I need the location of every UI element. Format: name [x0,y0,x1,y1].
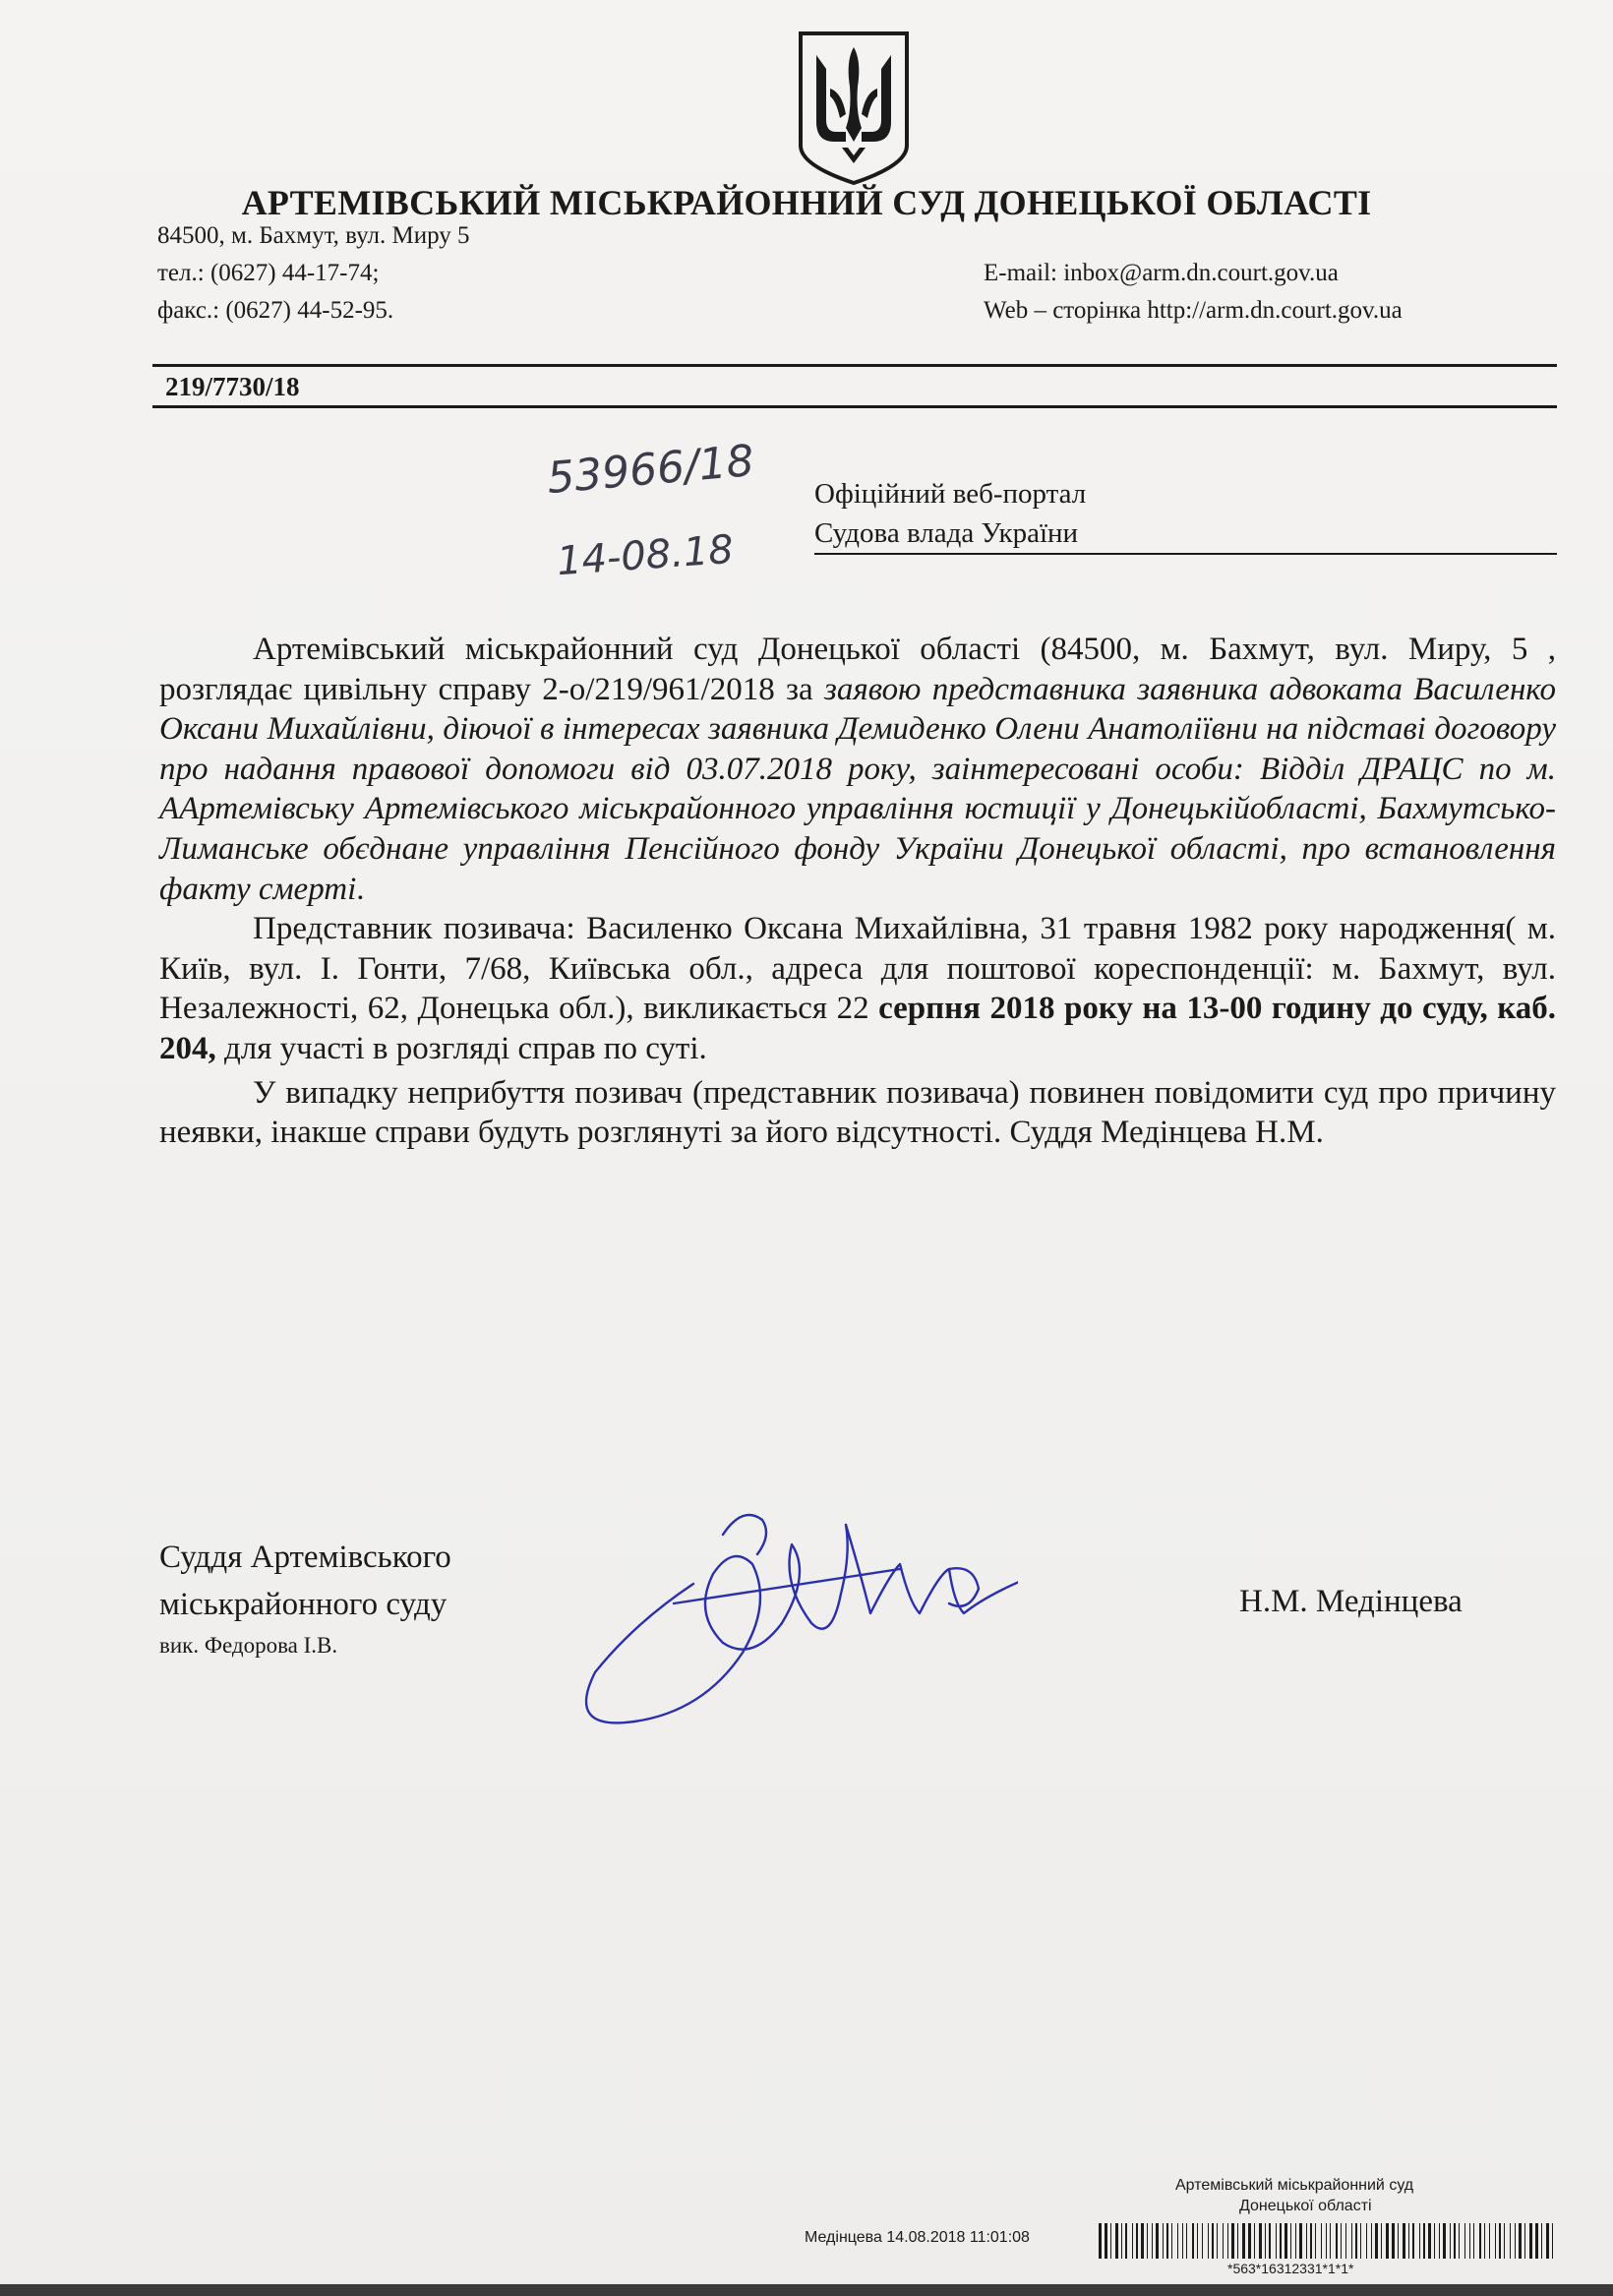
stamp-signed-by: Медінцева 14.08.2018 11:01:08 [805,2229,1030,2246]
scan-bottom-edge [0,2284,1613,2296]
handwritten-registration-number: 53966/18 [545,435,756,505]
document-barcode [1097,2223,1559,2259]
recipient-underline [814,553,1557,555]
court-phone: тел.: (0627) 44-17-74; [157,260,380,286]
case-intro-text: Артемівський міськрайонний суд Донецької області (84500, м. Бахмут, вул. Миру, 5 , розглядає цивільну справу 2-о/219/961/2018 за [159,632,1556,707]
recipient-line-2: Судова влада України [814,517,1079,549]
paragraph-case-description [159,630,1556,909]
case-subject-end: . [356,871,365,907]
paragraph-absence-notice: У випадку неприбуття позивач (представник позивача) повинен повідомити суд про причину неявки, інакше справи будуть розглянуті за його відсутності. Суддя Медінцева Н.М. [159,1074,1556,1151]
trident-emblem-icon [795,30,913,185]
header-rule-top [152,364,1557,367]
court-title: АРТЕМІВСЬКИЙ МІСЬКРАЙОННИЙ СУД ДОНЕЦЬКОЇ ОБЛАСТІ [241,183,1372,222]
barcode-number: *563*16312331*1*1* [1227,2261,1354,2276]
executor-name: вик. Федорова І.В. [159,1633,338,1658]
stamp-court-line-1: Артемівський міськрайонний суд [1175,2177,1414,2194]
hearing-date-text: серпня 2018 року на 13-00 годину до суду, каб. 204, [159,991,1556,1066]
paragraph-summons [159,909,1556,1068]
summons-end-text: для участі в розгляді справ по суті. [215,1030,707,1066]
court-address: 84500, м. Бахмут, вул. Миру 5 [157,222,470,249]
case-number: 219/7730/18 [165,372,300,401]
recipient-line-1: Офіційний веб-портал [814,478,1087,510]
header-rule-bottom [152,405,1557,408]
summons-intro-text: Представник позивача: Василенко Оксана Михайлівна, 31 травня 1982 року народження( м. Київ, вул. І. Гонти, 7/68, Київська обл., адреса для поштової кореспонденції: м. Бахмут, вул. Незалежності, 62, Донецька обл.), викликається 22 [159,911,1556,1027]
court-fax: факс.: (0627) 44-52-95. [157,297,394,324]
signature-label-line-2: міськрайонного суду [159,1587,448,1622]
court-website: Web – сторінка http://arm.dn.court.gov.ua [984,297,1403,324]
judge-name: Н.М. Медінцева [1239,1584,1463,1619]
stamp-court-line-2: Донецької області [1239,2198,1372,2214]
court-email: E-mail: inbox@arm.dn.court.gov.ua [984,260,1339,286]
handwritten-signature [575,1476,1018,1771]
handwritten-registration-date: 14-08.18 [555,526,736,585]
signature-label-line-1: Суддя Артемівського [159,1540,451,1575]
case-subject-text: заявою представника заявника адвоката Василенко Оксани Михайлівни, діючої в інтересах заявника Демиденко Олени Анатоліївни на підставі договору про надання правової допомоги від 03.07.2018 року, заінтересовані особи: Відділ ДРАЦС по м. ААртемівську Артемівського міськрайонного управління юстиції у Донецькійобласті, Бахмутсько-Лиманське обєднане управління Пенсійного фонду України Донецької області, про встановлення факту смерті [159,671,1556,907]
letter-body [159,630,1556,1153]
